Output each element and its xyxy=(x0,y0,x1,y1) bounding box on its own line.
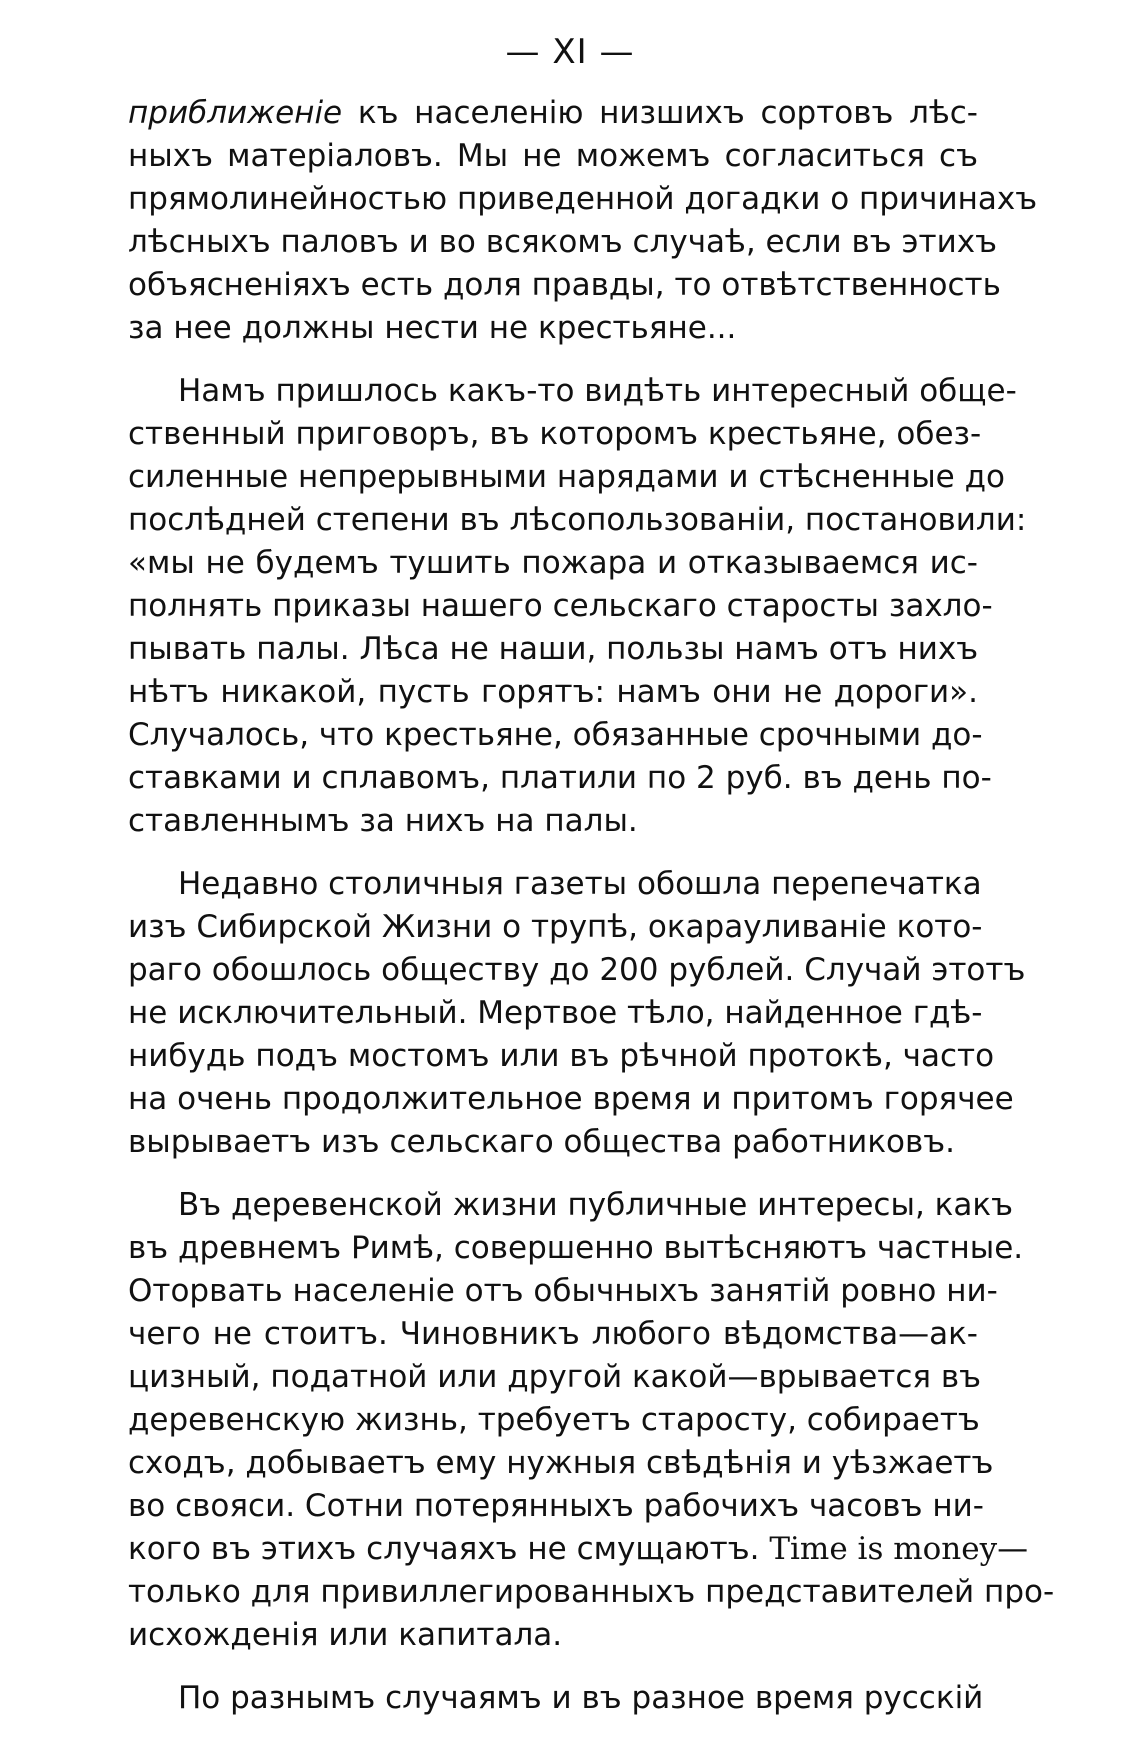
text-line: Недавно столичныя газеты обошла перепечатка xyxy=(178,866,982,902)
paragraph-4 xyxy=(128,1184,1055,1657)
text-line: не исключительный. Мертвое тѣло, найденное гдѣ- xyxy=(128,995,983,1031)
text-line: въ древнемъ Римѣ, совершенно вытѣсняютъ частные. xyxy=(128,1230,1024,1266)
line-rest: къ населенiю низшихъ сортовъ лѣс- xyxy=(342,95,978,131)
line-start: кого въ этихъ случаяхъ не смущаютъ. xyxy=(128,1531,770,1567)
paragraph-3 xyxy=(128,863,1026,1164)
text-line: По разнымъ случаямъ и въ разное время русскiй xyxy=(178,1680,984,1716)
text-line: за нее должны нести не крестьяне... xyxy=(128,310,737,346)
text-line: Въ деревенской жизни публичные интересы, какъ xyxy=(178,1187,1014,1223)
paragraph-5 xyxy=(128,1677,984,1720)
text-line: во свояси. Сотни потерянныхъ рабочихъ часовъ ни- xyxy=(128,1488,984,1524)
text-line: ставленнымъ за нихъ на палы. xyxy=(128,803,638,839)
paragraph-2 xyxy=(128,370,1027,843)
text-line: изъ Сибирской Жизни о трупѣ, окарауливанiе кото- xyxy=(128,909,983,945)
text-line: Оторвать населенiе отъ обычныхъ занятiй ровно ни- xyxy=(128,1273,998,1309)
italic-word: приближенiе xyxy=(128,95,343,131)
text-line: «мы не будемъ тушить пожара и отказываемся ис- xyxy=(128,545,978,581)
text-line: лѣсныхъ паловъ и во всякомъ случаѣ, если въ этихъ xyxy=(128,224,997,260)
text-line: прямолинейностью приведенной догадки о причинахъ xyxy=(128,181,1038,217)
text-line: сходъ, добываетъ ему нужныя свѣдѣнiя и уѣзжаетъ xyxy=(128,1445,994,1481)
text-line: пывать палы. Лѣса не наши, пользы намъ отъ нихъ xyxy=(128,631,979,667)
text-line: раго обошлось обществу до 200 рублей. Случай этотъ xyxy=(128,952,1026,988)
page-number: — XI — xyxy=(505,32,635,72)
text-line: ственный приговоръ, въ которомъ крестьяне, обез- xyxy=(128,416,982,452)
text-line: Намъ пришлось какъ-то видѣть интересный обще- xyxy=(178,373,1017,409)
text-line: только для привиллегированныхъ представителей про- xyxy=(128,1574,1055,1610)
text-line: силенные непрерывными нарядами и стѣсненные до xyxy=(128,459,1005,495)
text-line: исхожденiя или капитала. xyxy=(128,1617,563,1653)
text-line: цизный, податной или другой какой—врывается въ xyxy=(128,1359,982,1395)
line-end: — xyxy=(997,1531,1029,1567)
text-line: на очень продолжительное время и притомъ горячее xyxy=(128,1081,1014,1117)
text-line: Случалось, что крестьяне, обязанные срочными до- xyxy=(128,717,983,753)
text-line: вырываетъ изъ сельскаго общества работниковъ. xyxy=(128,1124,956,1160)
paragraph-1 xyxy=(128,92,1038,350)
text-line: послѣдней степени въ лѣсопользованiи, постановили: xyxy=(128,502,1027,538)
text-line: чего не стоитъ. Чиновникъ любого вѣдомства—ак- xyxy=(128,1316,978,1352)
text-line: нибудь подъ мостомъ или въ рѣчной протокѣ, часто xyxy=(128,1038,995,1074)
text-line: полнять приказы нашего сельскаго старосты захло- xyxy=(128,588,993,624)
text-line: нѣтъ никакой, пусть горятъ: намъ они не дороги». xyxy=(128,674,978,710)
text-line: деревенскую жизнь, требуетъ старосту, собираетъ xyxy=(128,1402,980,1438)
text-line: объясненiяхъ есть доля правды, то отвѣтственность xyxy=(128,267,1001,303)
text-line: ставками и сплавомъ, платили по 2 руб. въ день по- xyxy=(128,760,992,796)
text-line: ныхъ матерiаловъ. Мы не можемъ согласиться съ xyxy=(128,138,978,174)
text-line xyxy=(128,92,978,135)
english-phrase: Time is money xyxy=(769,1531,998,1567)
page-text xyxy=(128,92,1055,1740)
text-line xyxy=(128,1528,1029,1571)
